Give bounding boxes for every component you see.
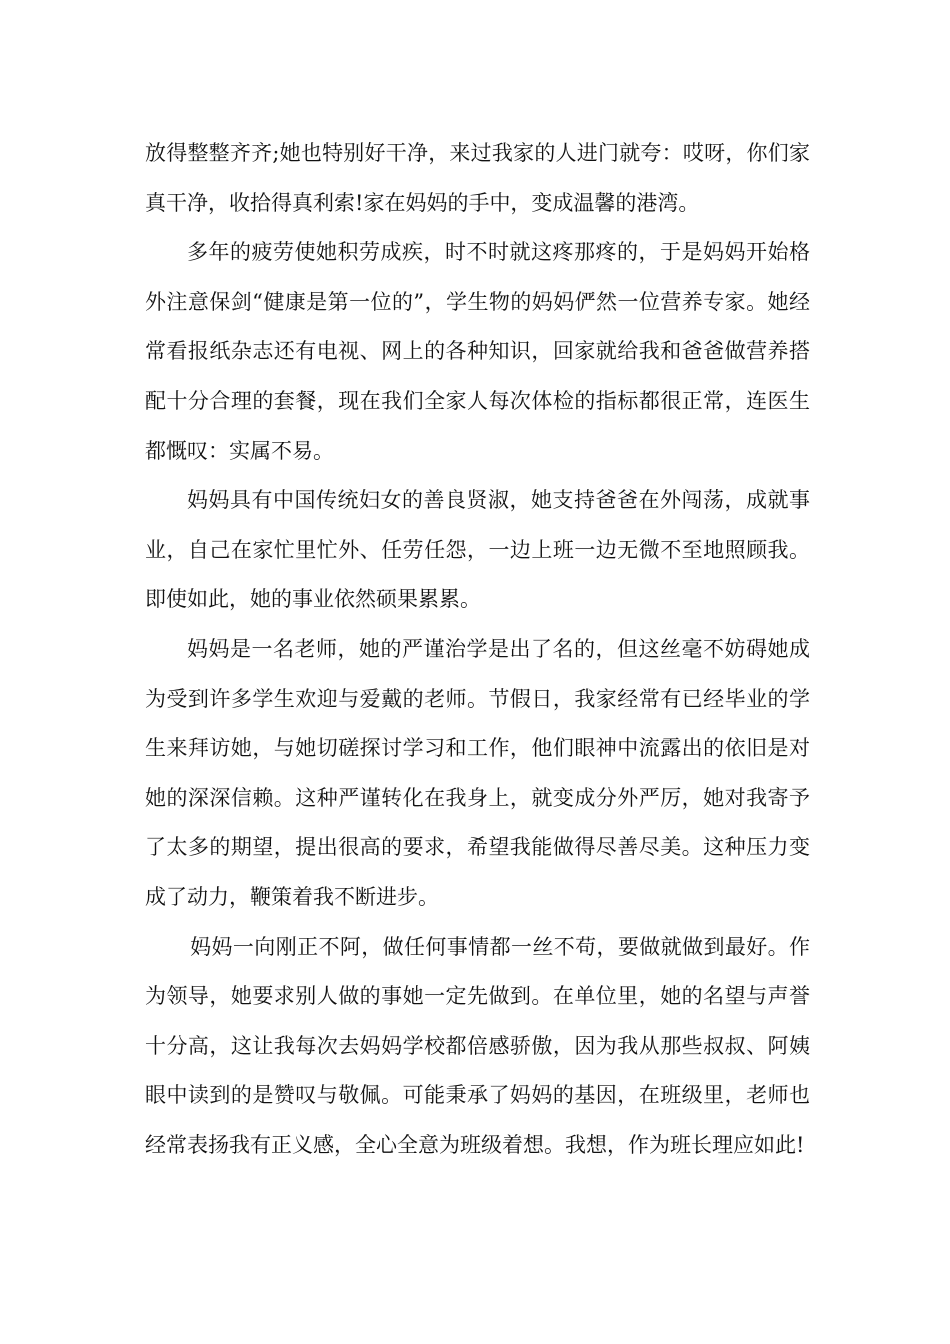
paragraph-3: 妈妈具有中国传统妇女的善良贤淑，她支持爸爸在外闯荡，成就事业，自己在家忙里忙外、任劳任怨，一边上班一边无微不至地照顾我。即使如此，她的事业依然硕果累累。 [145, 488, 810, 612]
document-body [145, 129, 810, 1170]
paragraph-1: 放得整整齐齐;她也特别好干净，来过我家的人进门就夸：哎呀，你们家真干净，收拾得真利索!家在妈妈的手中，变成温馨的港湾。 [145, 141, 810, 215]
paragraph-4: 妈妈是一名老师，她的严谨治学是出了名的，但这丝毫不妨碍她成为受到许多学生欢迎与爱戴的老师。节假日，我家经常有已经毕业的学生来拜访她，与她切磋探讨学习和工作，他们眼神中流露出的依旧是对她的深深信赖。这种严谨转化在我身上，就变成分外严厉，她对我寄予了太多的期望，提出很高的要求，希望我能做得尽善尽美。这种压力变成了动力，鞭策着我不断进步。 [145, 636, 810, 909]
paragraph-5: 妈妈一向刚正不阿，做任何事情都一丝不苟，要做就做到最好。作为领导，她要求别人做的事她一定先做到。在单位里，她的名望与声誉十分高，这让我每次去妈妈学校都倍感骄傲，因为我从那些叔叔、阿姨眼中读到的是赞叹与敬佩。可能秉承了妈妈的基因，在班级里，老师也经常表扬我有正义感，全心全意为班级着想。我想，作为班长理应如此! [145, 934, 810, 1157]
paragraph-2: 多年的疲劳使她积劳成疾，时不时就这疼那疼的，于是妈妈开始格外注意保剑“健康是第一位的”，学生物的妈妈俨然一位营养专家。她经常看报纸杂志还有电视、网上的各种知识，回家就给我和爸爸做营养搭配十分合理的套餐，现在我们全家人每次体检的指标都很正常，连医生都慨叹：实属不易。 [145, 240, 810, 463]
